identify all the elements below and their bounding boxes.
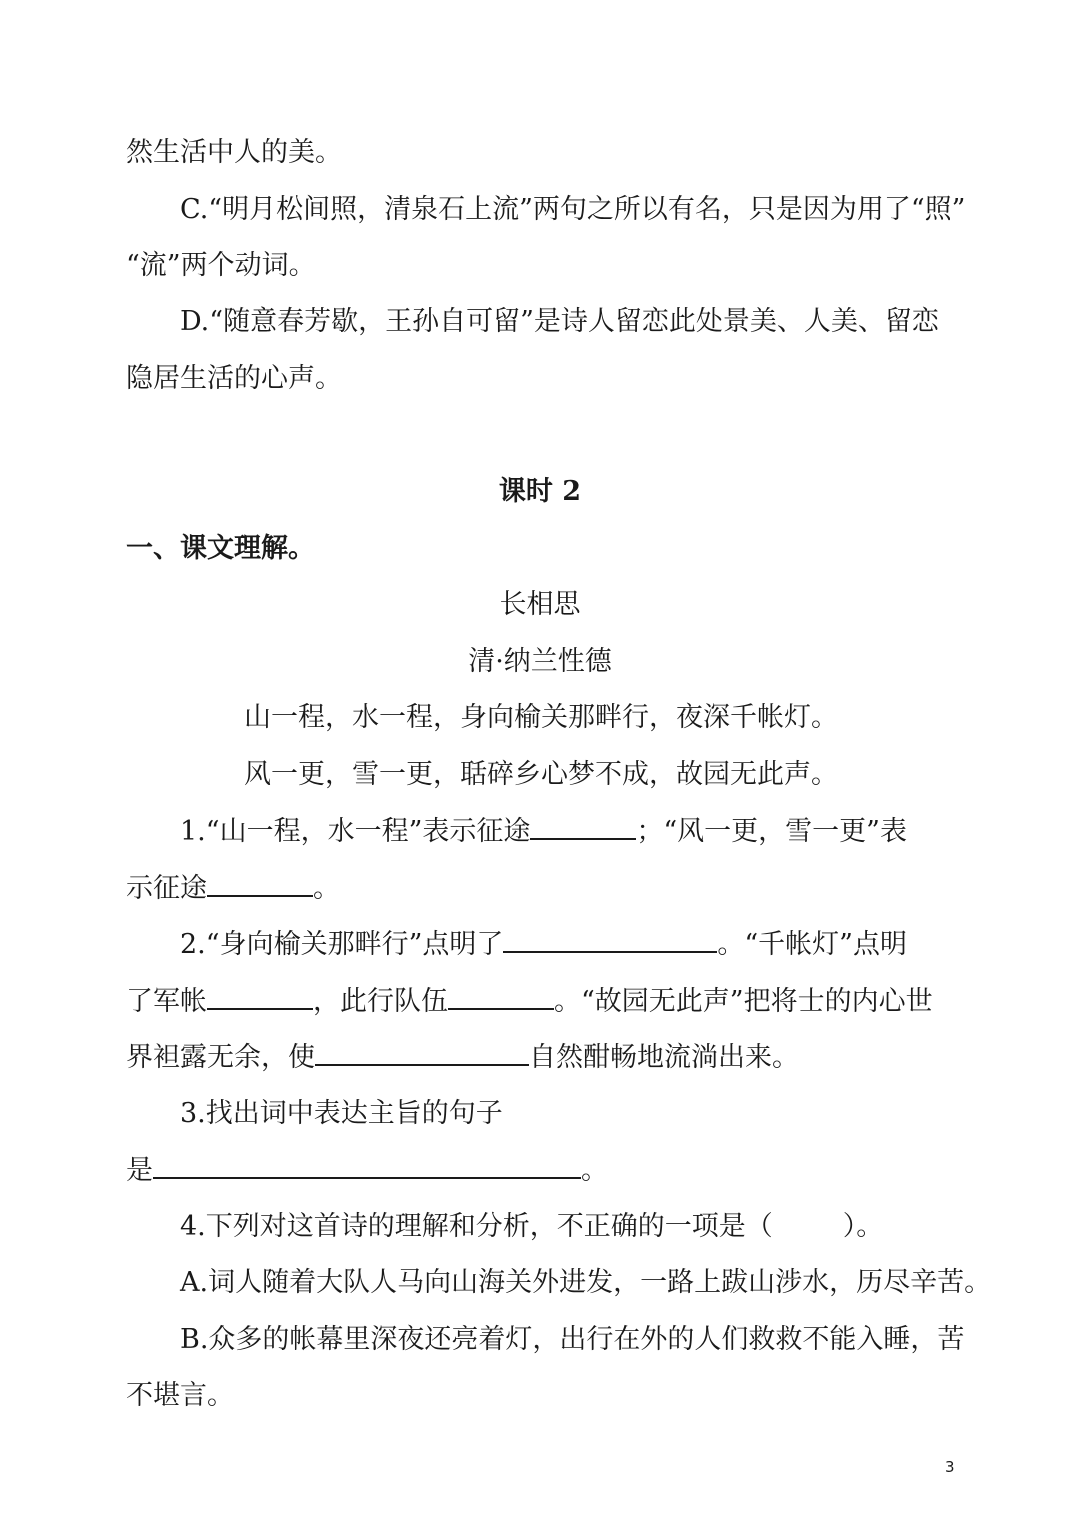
option-d-line2: 隐居生活的心声。 xyxy=(126,363,342,394)
question-4-stem xyxy=(180,1210,883,1244)
question-3-line1: 3.找出词中表达主旨的句子 xyxy=(180,1098,503,1129)
question-1-line1 xyxy=(180,814,907,849)
q2-text-f: 界袒露无余，使 xyxy=(126,1042,315,1073)
option-d-line1: D.“随意春芳歇，王孙自可留”是诗人留恋此处景美、人美、留恋 xyxy=(180,306,939,337)
q1-text-a: 1.“山一程，水一程”表示征途 xyxy=(180,816,531,847)
q1-text-c: 示征途 xyxy=(126,873,207,904)
answer-blank[interactable] xyxy=(448,984,554,1010)
answer-blank[interactable] xyxy=(207,984,313,1010)
answer-blank[interactable] xyxy=(153,1153,581,1179)
poem-line-1: 山一程，水一程，身向榆关那畔行，夜深千帐灯。 xyxy=(244,702,838,733)
q3-text-c: 。 xyxy=(581,1155,608,1186)
question-2-line1 xyxy=(180,927,907,962)
page-number: 3 xyxy=(945,1458,955,1476)
answer-blank[interactable] xyxy=(315,1040,529,1066)
lesson-title: 课时 2 xyxy=(498,476,582,507)
question-2-line3 xyxy=(126,1040,799,1075)
question-1-line2 xyxy=(126,871,340,906)
q1-text-b: ；“风一更，雪一更”表 xyxy=(636,816,907,847)
q2-text-d: ，此行队伍 xyxy=(313,986,448,1017)
q2-text-e: 。“故园无此声”把将士的内心世 xyxy=(554,986,933,1017)
q2-text-c: 了军帐 xyxy=(126,986,207,1017)
question-4-option-b-line2: 不堪言。 xyxy=(126,1380,234,1411)
option-c-line1: C.“明月松间照，清泉石上流”两句之所以有名，只是因为用了“照” xyxy=(180,194,966,225)
question-3-line2 xyxy=(126,1153,608,1188)
q3-text-b: 是 xyxy=(126,1155,153,1186)
poem-title: 长相思 xyxy=(499,589,581,620)
q4-stem-b: ）。 xyxy=(842,1211,884,1242)
question-4-option-a: A.词人随着大队人马向山海关外进发，一路上跋山涉水，历尽辛苦。 xyxy=(180,1267,992,1298)
answer-blank[interactable] xyxy=(530,814,636,840)
option-b-tail: 然生活中人的美。 xyxy=(126,137,342,168)
q1-text-d: 。 xyxy=(313,873,340,904)
q2-text-a: 2.“身向榆关那畔行”点明了 xyxy=(180,929,504,960)
section-heading: 一、课文理解。 xyxy=(126,533,315,564)
q4-stem-a: 4.下列对这首诗的理解和分析，不正确的一项是（ xyxy=(180,1211,773,1242)
q2-text-g: 自然酣畅地流淌出来。 xyxy=(529,1042,799,1073)
question-2-line2 xyxy=(126,984,933,1019)
q2-text-b: 。“千帐灯”点明 xyxy=(717,929,907,960)
poem-author: 清·纳兰性德 xyxy=(468,646,612,677)
question-4-option-b-line1: B.众多的帐幕里深夜还亮着灯，出行在外的人们救救不能入睡，苦 xyxy=(180,1324,965,1355)
answer-blank[interactable] xyxy=(207,871,313,897)
option-c-line2: “流”两个动词。 xyxy=(126,250,316,281)
poem-line-2: 风一更，雪一更，聒碎乡心梦不成，故园无此声。 xyxy=(244,759,838,790)
answer-blank[interactable] xyxy=(503,927,717,953)
